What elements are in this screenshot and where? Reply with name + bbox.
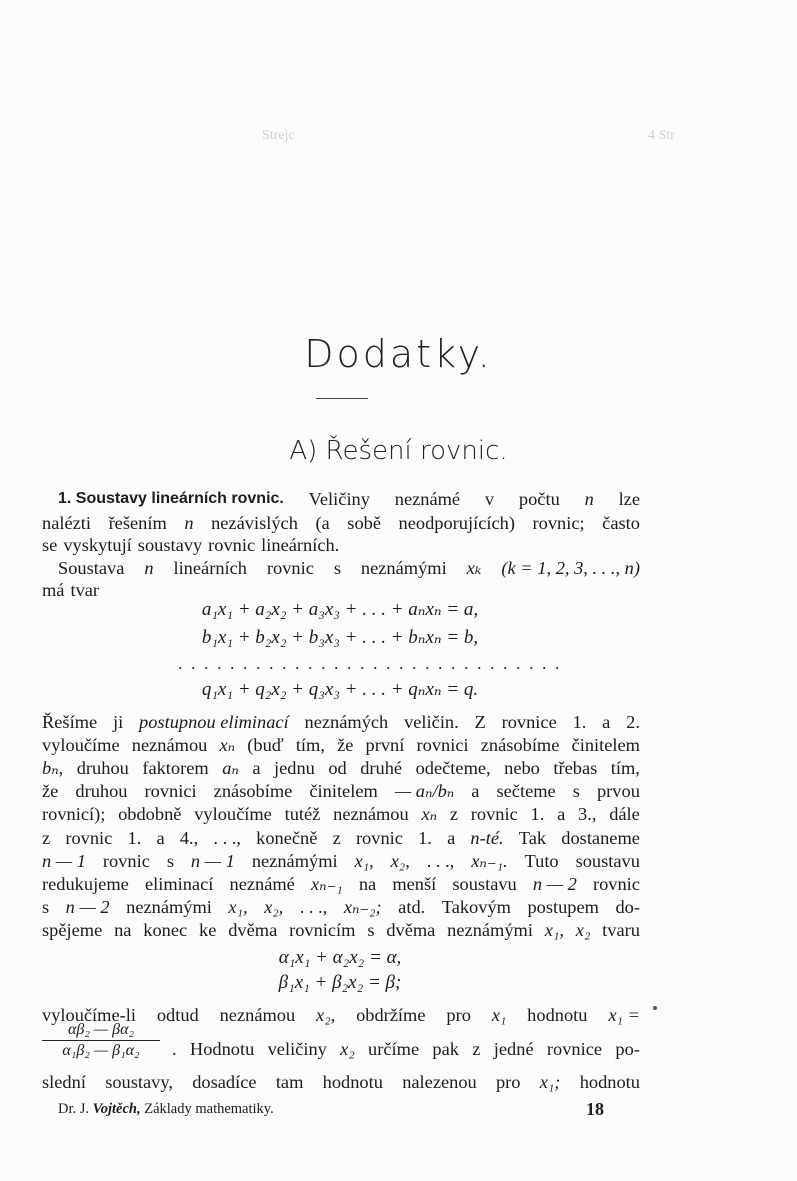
math-var: xₙ₋₁ [310, 874, 343, 894]
math-var: xₖ [466, 558, 482, 578]
word: Z [474, 712, 486, 732]
math-expression: (k = 1, 2, 3, . . ., n) [501, 558, 640, 578]
text-line [58, 487, 640, 511]
word: tvar [70, 580, 100, 600]
word: neznámou [131, 735, 208, 755]
bleedthrough-text: Strejc [262, 128, 295, 143]
word: odečteme, [415, 758, 491, 778]
word: tím, [610, 758, 640, 778]
text-line [42, 511, 640, 535]
word: s [42, 897, 50, 917]
word: rovnic [355, 828, 403, 848]
text-line [58, 556, 640, 580]
word: rovnic [65, 828, 113, 848]
word: rovnicí); [42, 804, 106, 824]
equation: β₁x₁ + β₂x₂ = β; [278, 972, 402, 993]
footer-book-title: Základy mathematiky. [144, 1101, 274, 1117]
word: z [472, 1039, 481, 1059]
word: rovnic; [532, 513, 585, 533]
word: často [602, 513, 640, 533]
word: neznámou [333, 804, 409, 824]
word: konečně [256, 828, 318, 848]
word: na [114, 920, 132, 940]
word: hodnotu [527, 1005, 588, 1025]
word: určíme [368, 1039, 420, 1059]
word: lineárních [173, 558, 247, 578]
word: rovnici [416, 735, 469, 755]
word: a [447, 828, 456, 848]
word: soustavy, [105, 1072, 173, 1092]
margin-mark [653, 1006, 657, 1010]
word: dále [609, 804, 640, 824]
math-expression: — aₙ/bₙ [394, 781, 455, 801]
word: rovnic [592, 874, 640, 894]
word: veličiny [267, 1039, 327, 1059]
word: druhou [76, 758, 129, 778]
text-line [42, 872, 640, 896]
word: vyloučíme [194, 804, 272, 824]
word: ji [112, 712, 124, 732]
word: s [166, 851, 174, 871]
fraction-numerator: αβ₂ — βα₂ [42, 1021, 160, 1041]
word: soustavu [452, 874, 517, 894]
math-expression: n — 2 [65, 897, 110, 917]
word: neznámých [304, 712, 389, 732]
word: (buď [247, 735, 284, 755]
word: soustavy [137, 535, 203, 555]
word: odtud [156, 1005, 199, 1025]
word: tvaru [602, 920, 640, 940]
word: sobě [347, 513, 381, 533]
math-var: x₂ [340, 1039, 355, 1059]
word: rovnic [470, 804, 518, 824]
word: rovnice [501, 712, 557, 732]
word: druhé [360, 758, 403, 778]
word: menší [392, 874, 437, 894]
math-var: xₙ₋₂; [343, 897, 382, 917]
bleedthrough-text: 4 Str [648, 128, 675, 143]
word: dosadíce [192, 1072, 257, 1092]
math-var: n [584, 489, 594, 509]
word: druhou [75, 781, 128, 801]
word: jednu [274, 758, 315, 778]
word: hodnotu [579, 1072, 640, 1092]
math-var: x₁ [491, 1005, 507, 1025]
word: atd. [398, 897, 426, 917]
text-line [172, 1037, 640, 1061]
word: do- [615, 897, 640, 917]
math-var: xₙ [421, 804, 438, 824]
word: rovnic [266, 558, 314, 578]
word: a [252, 758, 261, 778]
page-title: Dodatky. [304, 332, 493, 376]
word: a [602, 712, 611, 732]
math-expression: x₁ = [608, 1005, 640, 1025]
title-divider [316, 398, 368, 399]
word: postupem [527, 897, 599, 917]
text-line [42, 733, 640, 757]
word: neznámou [219, 1005, 296, 1025]
word: vyskytují [63, 535, 132, 555]
math-var: x₁; [539, 1072, 561, 1092]
word: tam [275, 1072, 304, 1092]
word: od [328, 758, 347, 778]
word: Takovým [441, 897, 511, 917]
word: vyloučíme [42, 735, 120, 755]
fraction [42, 1021, 160, 1060]
word: lineárních. [261, 535, 340, 555]
text-line [42, 1070, 640, 1094]
math-var: x₂, [316, 1005, 336, 1025]
word: slední [42, 1072, 86, 1092]
math-var: aₙ [222, 758, 239, 778]
math-var: xₙ [219, 735, 236, 755]
equation: a₁x₁ + a₂x₂ + a₃x₃ + . . . + aₙxₙ = a, [201, 599, 479, 620]
word: 1. [572, 712, 587, 732]
word: redukujeme [42, 874, 129, 894]
word: hodnotu [322, 1072, 383, 1092]
word: že [42, 781, 59, 801]
word: pro [495, 1072, 521, 1092]
word: znásobíme [480, 735, 560, 755]
word: 1. [530, 804, 545, 824]
word: . . ., [299, 897, 328, 917]
word: nebo [504, 758, 540, 778]
word: neznámé [229, 874, 295, 894]
equation: q₁x₁ + q₂x₂ + q₃x₃ + . . . + qₙxₙ = q. [201, 679, 479, 700]
math-expression: n — 1 [42, 851, 86, 871]
word: po- [615, 1039, 640, 1059]
text-line [42, 802, 640, 826]
word: spějeme [42, 920, 103, 940]
math-var: n [184, 513, 194, 533]
word: činitelem [571, 735, 640, 755]
word: . . ., [213, 828, 241, 848]
text-line [42, 533, 640, 557]
word: nezávislých [211, 513, 298, 533]
word: rovnic [102, 851, 150, 871]
word: a [156, 828, 165, 848]
word: faktorem [142, 758, 209, 778]
word: dvěma [228, 920, 278, 940]
text-line [42, 895, 640, 919]
word: jedné [493, 1039, 534, 1059]
word: eliminací [144, 874, 214, 894]
word: ke [199, 920, 217, 940]
word: . . ., [426, 851, 455, 871]
word: obdržíme [356, 1005, 426, 1025]
word: nalezenou [402, 1072, 477, 1092]
page-number: 18 [586, 1099, 604, 1119]
word: 1. [127, 828, 142, 848]
emphasis: postupnou eliminací [139, 712, 289, 732]
word: z [332, 828, 341, 848]
text-line [42, 710, 640, 734]
word: lze [618, 489, 640, 509]
text-line [42, 849, 640, 873]
word: pro [446, 1005, 471, 1025]
word: prvou [596, 781, 640, 801]
word: s [367, 920, 375, 940]
word: nalézti [42, 513, 92, 533]
math-var: n [144, 558, 154, 578]
word: tím, [295, 735, 325, 755]
math-var: x₂, [390, 851, 410, 871]
word: a [471, 781, 480, 801]
math-var: x₁, [228, 897, 248, 917]
word: s [333, 558, 341, 578]
word: Veličiny [308, 489, 370, 509]
paragraph-heading: 1. Soustavy lineárních rovnic. [58, 490, 284, 507]
word: rovnicím [289, 920, 356, 940]
word: konec [143, 920, 188, 940]
word: neznámými [126, 897, 212, 917]
math-var: xₙ₋₁. [471, 851, 508, 871]
text-line [42, 756, 640, 780]
word: 2. [626, 712, 640, 732]
word: tutéž [284, 804, 321, 824]
word: z [449, 804, 459, 824]
math-expression: n — 2 [532, 874, 577, 894]
word: (a [315, 513, 330, 533]
word: neodporujících) [398, 513, 515, 533]
word: třebas [553, 758, 598, 778]
word: v [484, 489, 495, 509]
word: vyloučíme-li [42, 1005, 136, 1025]
math-var: x₁, [544, 920, 564, 940]
word: dvěma [386, 920, 436, 940]
word: dostaneme [561, 828, 640, 848]
equation: α₁x₁ + α₂x₂ = α, [278, 947, 402, 968]
footer-author-name: Vojtěch, [92, 1101, 141, 1117]
text-line [42, 918, 640, 942]
word: Tuto [524, 851, 559, 871]
word: první [365, 735, 405, 755]
word: má [42, 580, 65, 600]
text-line [42, 826, 640, 850]
word: a [557, 804, 566, 824]
footer-author-prefix: Dr. J. [58, 1101, 90, 1117]
word: Hodnotu [189, 1039, 255, 1059]
word: s [572, 781, 580, 801]
word: 4., [179, 828, 199, 848]
math-var: x₂ [575, 920, 591, 940]
word: Soustava [58, 558, 125, 578]
word: rovnici [144, 781, 197, 801]
word: neznámé [394, 489, 461, 509]
word: veličin. [404, 712, 459, 732]
section-heading: A) Řešení rovnic. [289, 436, 508, 466]
word: rovnice [546, 1039, 603, 1059]
equation-ellipsis-row: . . . . . . . . . . . . . . . . . . . . . . . . . . . . . . [178, 653, 562, 673]
math-var: bₙ, [42, 758, 64, 778]
math-expression: n — 1 [190, 851, 235, 871]
equation: b₁x₁ + b₂x₂ + b₃x₃ + . . . + bₙxₙ = b, [201, 627, 479, 648]
fraction-denominator: α₁β₂ — β₁α₂ [62, 1042, 140, 1059]
word: 1. [418, 828, 432, 848]
word: pak [432, 1039, 459, 1059]
text-line [42, 779, 640, 803]
word: na [358, 874, 377, 894]
word: neznámými [251, 851, 338, 871]
word: neznámými [447, 920, 533, 940]
math-var: x₂, [264, 897, 284, 917]
math-var: n-té. [470, 828, 504, 848]
word: že [337, 735, 354, 755]
word: činitelem [309, 781, 378, 801]
math-var: x₁, [354, 851, 374, 871]
word: soustavu [575, 851, 640, 871]
word: z [42, 828, 51, 848]
word: obdobně [118, 804, 182, 824]
word: Řešíme [42, 712, 98, 732]
word: 3., [578, 804, 597, 824]
word: řešením [108, 513, 167, 533]
word: počtu [518, 489, 560, 509]
word: Tak [518, 828, 547, 848]
word: znásobíme [213, 781, 293, 801]
word: se [42, 535, 58, 555]
footer-citation [58, 1101, 274, 1118]
word: neznámými [360, 558, 447, 578]
word: sečteme [496, 781, 556, 801]
word: . [172, 1039, 177, 1059]
word: rovnic [208, 535, 256, 555]
